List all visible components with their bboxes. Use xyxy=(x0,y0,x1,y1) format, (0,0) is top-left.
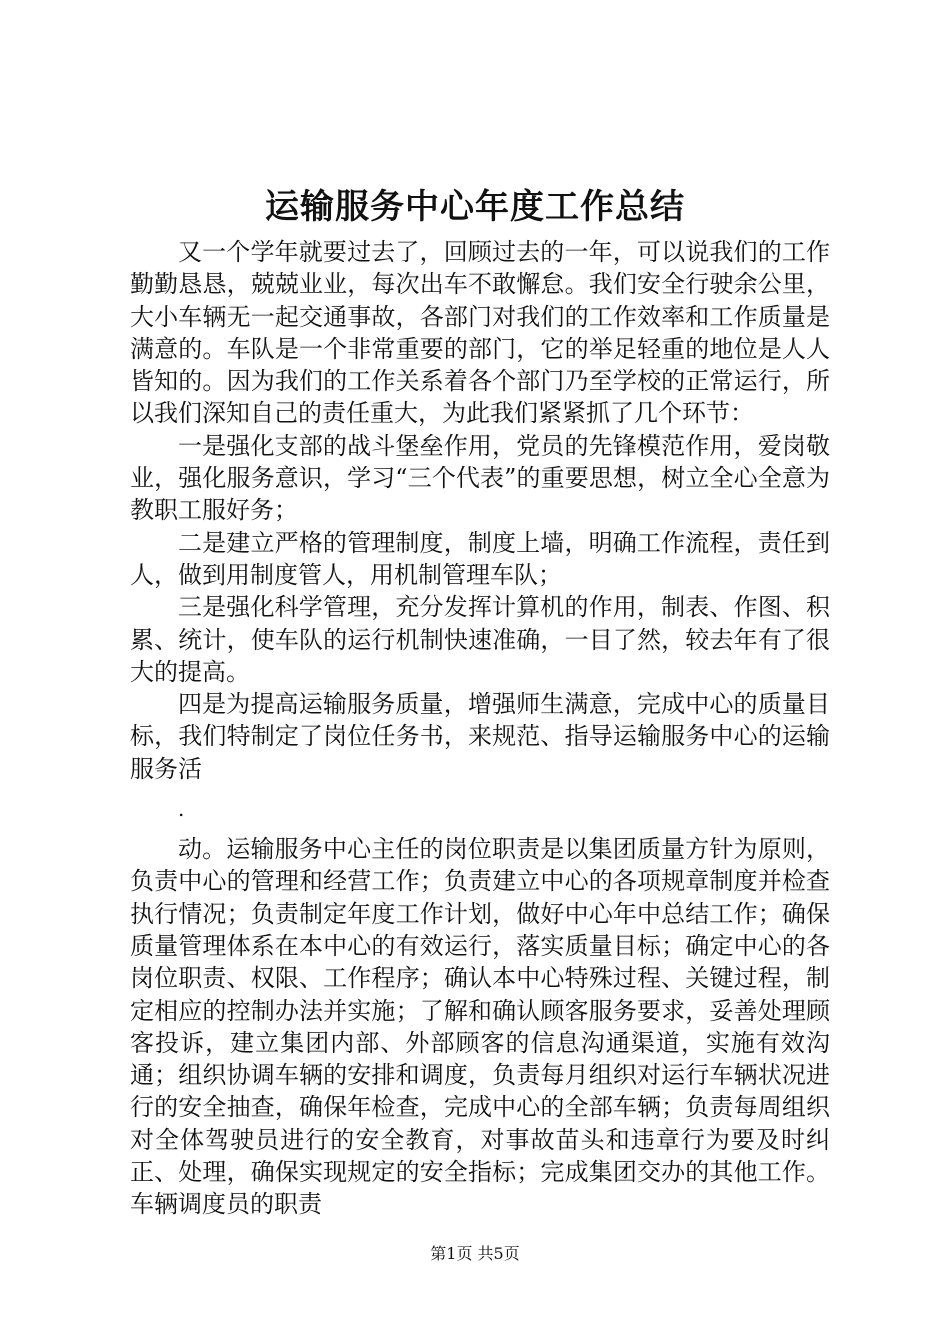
paragraph-point-one: 一是强化支部的战斗堡垒作用，党员的先锋模范作用，爱岗敬业，强化服务意识，学习“三个代表”的重要思想，树立全心全意为教职工服好务； xyxy=(130,431,830,525)
page-break-marker: . xyxy=(178,797,185,822)
document-body xyxy=(130,236,830,1221)
paragraph-point-four: 四是为提高运输服务质量，增强师生满意，完成中心的质量目标，我们特制定了岗位任务书，来规范、指导运输服务中心的运输服务活 xyxy=(130,690,830,783)
paragraph-duties: 动。运输服务中心主任的岗位职责是以集团质量方针为原则，负责中心的管理和经营工作；负责建立中心的各项规章制度并检查执行情况；负责制定年度工作计划，做好中心年中总结工作；确保质量管理体系在本中心的有效运行，落实质量目标；确定中心的各岗位职责、权限、工作程序；确认本中心特殊过程、关键过程，制定相应的控制办法并实施；了解和确认顾客服务要求，妥善处理顾客投诉，建立集团内部、外部顾客的信息沟通渠道，实施有效沟通；组织协调车辆的安排和调度，负责每月组织对运行车辆状况进行的安全抽查，确保年检查，完成中心的全部车辆；负责每周组织对全体驾驶员进行的安全教育，对事故苗头和违章行为要及时纠正、处理，确保实现规定的安全指标；完成集团交办的其他工作。车辆调度员的职责 xyxy=(130,835,830,1219)
paragraph-point-two: 二是建立严格的管理制度，制度上墙，明确工作流程，责任到人，做到用制度管人，用机制管理车队； xyxy=(130,528,830,589)
paragraph-intro: 又一个学年就要过去了，回顾过去的一年，可以说我们的工作勤勤恳恳，兢兢业业，每次出车不敢懈怠。我们安全行驶余公里，大小车辆无一起交通事故，各部门对我们的工作效率和工作质量是满意的。车队是一个非常重要的部门，它的举足轻重的地位是人人皆知的。因为我们的工作关系着各个部门乃至学校的正常运行，所以我们深知自己的责任重大，为此我们紧紧抓了几个环节： xyxy=(130,238,830,428)
document-title: 运输服务中心年度工作总结 xyxy=(265,187,685,227)
paragraph-point-three: 三是强化科学管理，充分发挥计算机的作用，制表、作图、积累、统计，使车队的运行机制快速准确，一目了然，较去年有了很大的提高。 xyxy=(130,593,830,686)
page-number-footer: 第1页 共5页 xyxy=(430,1244,520,1263)
